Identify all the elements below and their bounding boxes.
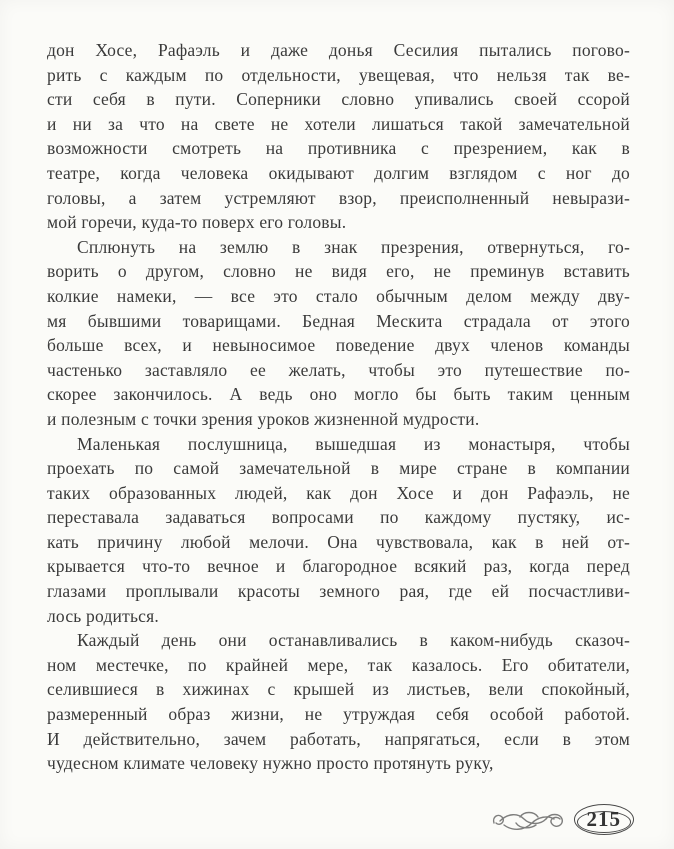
text-line: колкие намеки, — все это стало обычным делом между дву- bbox=[47, 285, 630, 306]
text-line: И действительно, зачем работать, напрягаться, если в этом bbox=[47, 728, 630, 749]
text-line: дон Хосе, Рафаэль и даже донья Сесилия пытались погово- bbox=[47, 40, 630, 60]
text-line: и полезным с точки зрения уроков жизненной мудрости. bbox=[47, 408, 480, 429]
text-line: головы, а затем устремляют взор, преисполненный невырази- bbox=[47, 187, 630, 208]
text-line: частенько заставляло ее желать, чтобы это путешествие по- bbox=[47, 359, 630, 380]
paragraph bbox=[47, 38, 630, 235]
text-line: проехать по самой замечательной в мире стране в компании bbox=[47, 458, 630, 479]
text-line: и ни за что на свете не хотели лишаться такой замечательной bbox=[47, 113, 630, 134]
page-text-block bbox=[47, 38, 630, 776]
text-line: скорее закончилось. А ведь оно могло бы быть таким ценным bbox=[47, 384, 630, 405]
text-line: сти себя в пути. Соперники словно упивались своей ссорой bbox=[47, 89, 630, 110]
text-line: театре, когда человека окидывают долгим взглядом с ног до bbox=[47, 162, 630, 183]
paragraph bbox=[47, 235, 630, 432]
text-line: глазами проплывали красоты земного рая, где ей посчастливи- bbox=[47, 581, 630, 602]
text-line: Сплюнуть на землю в знак презрения, отвернуться, го- bbox=[77, 236, 630, 257]
text-line: возможности смотреть на противника с презрением, как в bbox=[47, 138, 630, 159]
page-footer bbox=[490, 804, 635, 835]
scroll-flourish-icon bbox=[490, 807, 568, 833]
text-line: рить с каждым по отдельности, увещевая, что нельзя так ве- bbox=[47, 64, 630, 85]
text-line: Маленькая послушница, вышедшая из монастыря, чтобы bbox=[77, 433, 630, 454]
text-line: Каждый день они останавливались в каком-нибудь сказоч- bbox=[77, 630, 630, 651]
text-line: ворить о другом, словно не видя его, не преминув вставить bbox=[47, 261, 630, 282]
text-line: чудесном климате человеку нужно просто протянуть руку, bbox=[47, 753, 494, 774]
paragraph bbox=[47, 432, 630, 629]
text-line: таких образованных людей, как дон Хосе и дон Рафаэль, не bbox=[47, 482, 630, 503]
text-line: больше всех, и невыносимое поведение двух членов команды bbox=[47, 335, 630, 356]
text-line: размеренный образ жизни, не утруждая себя особой работой. bbox=[47, 704, 630, 725]
text-line: крывается что-то вечное и благородное всякий раз, когда перед bbox=[47, 556, 630, 577]
text-line: ном местечке, по крайней мере, так казалось. Его обитатели, bbox=[47, 654, 630, 675]
text-line: лось родиться. bbox=[47, 605, 159, 626]
page-number-badge bbox=[574, 804, 635, 835]
paragraph bbox=[47, 628, 630, 776]
page-number: 215 bbox=[586, 807, 621, 831]
text-line: мой горечи, куда-то поверх его головы. bbox=[47, 212, 347, 233]
text-line: кать причину любой мелочи. Она чувствовала, как в ней от- bbox=[47, 531, 630, 552]
text-line: мя бывшими товарищами. Бедная Мескита страдала от этого bbox=[47, 310, 630, 331]
text-line: переставала задаваться вопросами по каждому пустяку, ис- bbox=[47, 507, 630, 528]
text-line: селившиеся в хижинах с крышей из листьев, вели спокойный, bbox=[47, 679, 630, 700]
